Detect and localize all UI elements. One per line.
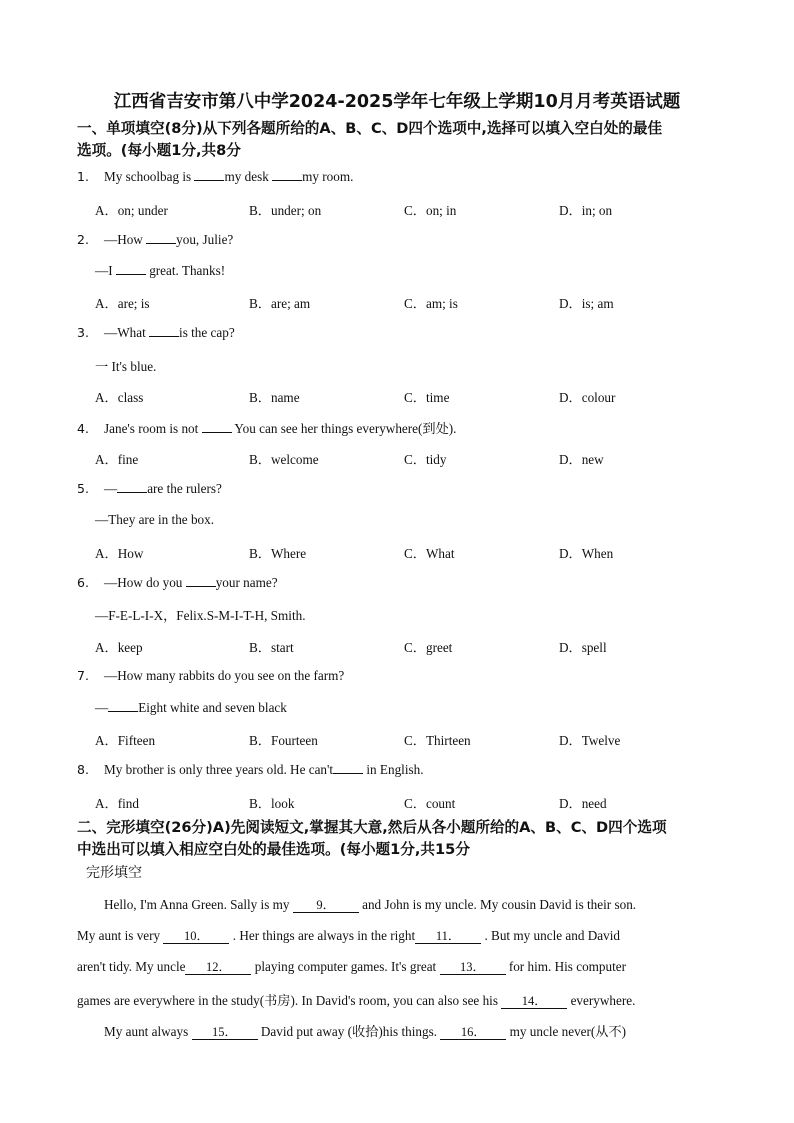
question-text: are the rulers? [147, 481, 222, 496]
answer-blank [116, 262, 146, 275]
question-4-option-B: B．welcome [249, 452, 319, 467]
answer-blank [117, 480, 147, 493]
question-text: 一 It's blue. [95, 359, 157, 374]
page-title: 江西省吉安市第八中学2024-2025学年七年级上学期10月月考英语试题 [113, 92, 681, 112]
passage-text: My aunt always [104, 1024, 192, 1039]
question-text: —What [104, 325, 150, 340]
question-1-option-A: A．on; under [95, 203, 168, 218]
question-3-option-A: A．class [95, 390, 144, 405]
passage-text: and John is my uncle. My cousin David is their son. [358, 897, 637, 912]
question-text: —How [104, 232, 147, 247]
section-2-sublabel: 完形填空 [86, 865, 142, 881]
question-2-line-2 [77, 262, 225, 279]
question-1-option-B: B．under; on [249, 203, 322, 218]
question-6-option-A: A．keep [95, 640, 143, 655]
section-1-line-1: 一、单项填空(8分)从下列各题所给的A、B、C、D四个选项中,选择可以填入空白处的最佳 [77, 120, 663, 137]
passage-text: David put away (收拾)his things. [257, 1024, 441, 1039]
question-text: —How many rabbits do you see on the farm? [104, 668, 345, 683]
question-3-line-2 [77, 356, 156, 375]
passage-text: for him. His computer [505, 959, 627, 974]
question-5-option-C: C．What [404, 546, 455, 561]
question-number: 1. [77, 169, 89, 184]
question-text: great. Thanks! [145, 263, 226, 278]
question-8-line-1 [77, 761, 424, 778]
question-text: — [104, 481, 118, 496]
answer-blank [186, 574, 216, 587]
question-text: my desk [224, 169, 273, 184]
question-number: 5. [77, 481, 89, 496]
answer-blank [146, 231, 176, 244]
passage-text: playing computer games. It's great [251, 959, 440, 974]
question-6-option-D: D．spell [559, 640, 607, 655]
question-2-option-A: A．are; is [95, 296, 150, 311]
cloze-blank: 15． [192, 1025, 258, 1040]
passage-line-4 [77, 990, 635, 1009]
answer-blank [272, 168, 302, 181]
question-text: Eight white and seven black [138, 700, 287, 715]
question-text: —F-E-L-I-X，Felix.S-M-I-T-H, Smith. [95, 608, 306, 623]
question-text: —I [95, 263, 116, 278]
question-1-option-C: C．on; in [404, 203, 457, 218]
passage-line-2 [77, 928, 620, 944]
question-4-option-A: A．fine [95, 452, 139, 467]
question-text: in English. [363, 762, 424, 777]
question-5-line-2 [77, 512, 214, 528]
answer-blank [333, 761, 363, 774]
cloze-blank: 9． [293, 898, 359, 913]
cloze-blank: 12． [185, 960, 251, 975]
question-2-option-D: D．is; am [559, 296, 614, 311]
question-5-option-B: B．Where [249, 546, 307, 561]
passage-text: My aunt is very [77, 928, 164, 943]
question-3-line-1 [77, 324, 235, 341]
question-7-option-A: A．Fifteen [95, 733, 156, 748]
question-text: —How do you [104, 575, 186, 590]
question-4-line-1 [77, 418, 456, 437]
question-number: 8. [77, 762, 89, 777]
question-8-option-A: A．find [95, 796, 139, 811]
question-1-line-1 [77, 168, 353, 185]
question-6-option-C: C．greet [404, 640, 453, 655]
question-1-option-D: D．in; on [559, 203, 613, 218]
answer-blank [149, 324, 179, 337]
passage-text: my uncle never(从不) [506, 1024, 627, 1039]
question-6-option-B: B．start [249, 640, 294, 655]
question-2-line-1 [77, 231, 233, 248]
passage-text: games are everywhere in the study(书房). In David's room, you can also see his [77, 993, 502, 1008]
question-6-line-1 [77, 574, 278, 591]
question-2-option-C: C．am; is [404, 296, 458, 311]
cloze-blank: 10． [163, 929, 229, 944]
question-8-option-D: D．need [559, 796, 607, 811]
passage-text: . But my uncle and David [481, 928, 620, 943]
question-text: — [95, 700, 109, 715]
passage-line-3 [77, 959, 626, 975]
passage-text: aren't tidy. My uncle [77, 959, 186, 974]
cloze-blank: 11． [415, 929, 481, 944]
passage-line-1 [104, 897, 636, 913]
section-1-line-2: 选项。(每小题1分,共8分 [77, 142, 241, 159]
question-number: 3. [77, 325, 89, 340]
question-7-option-D: D．Twelve [559, 733, 621, 748]
answer-blank [202, 420, 232, 433]
question-5-option-A: A．How [95, 546, 144, 561]
question-text: my room. [302, 169, 354, 184]
answer-blank [108, 699, 138, 712]
cloze-blank: 16． [440, 1025, 506, 1040]
question-text: My schoolbag is [104, 169, 195, 184]
question-5-line-1 [77, 480, 222, 497]
passage-text: . Her things are always in the right [229, 928, 416, 943]
question-4-option-D: D．new [559, 452, 604, 467]
question-7-line-2 [77, 699, 287, 716]
answer-blank [194, 168, 224, 181]
question-6-line-2 [77, 605, 306, 624]
section-2-line-2: 中选出可以填入相应空白处的最佳选项。(每小题1分,共15分 [77, 841, 470, 858]
question-text: —They are in the box. [95, 512, 215, 527]
question-8-option-B: B．look [249, 796, 295, 811]
section-1-instructions [77, 118, 727, 162]
question-number: 6. [77, 575, 89, 590]
question-2-option-B: B．are; am [249, 296, 311, 311]
question-number: 4. [77, 421, 89, 436]
question-8-option-C: C．count [404, 796, 456, 811]
question-number: 7. [77, 668, 89, 683]
question-number: 2. [77, 232, 89, 247]
section-2-line-1: 二、完形填空(26分)A)先阅读短文,掌握其大意,然后从各小题所给的A、B、C、D四个选项 [77, 819, 667, 836]
section-2-instructions [77, 817, 727, 861]
question-text: You can see her things everywhere(到处). [231, 421, 457, 436]
passage-line-5 [104, 1021, 626, 1040]
question-text: your name? [215, 575, 278, 590]
question-text: Jane's room is not [104, 421, 202, 436]
cloze-blank: 13． [440, 960, 506, 975]
question-7-line-1 [77, 668, 344, 684]
cloze-blank: 14． [501, 994, 567, 1009]
question-text: you, Julie? [176, 232, 234, 247]
question-5-option-D: D．When [559, 546, 614, 561]
question-3-option-C: C．time [404, 390, 450, 405]
passage-text: Hello, I'm Anna Green. Sally is my [104, 897, 293, 912]
question-4-option-C: C．tidy [404, 452, 447, 467]
question-text: My brother is only three years old. He can't [104, 762, 334, 777]
question-3-option-D: D．colour [559, 390, 616, 405]
question-3-option-B: B．name [249, 390, 300, 405]
question-7-option-B: B．Fourteen [249, 733, 318, 748]
question-7-option-C: C．Thirteen [404, 733, 471, 748]
passage-text: everywhere. [567, 993, 636, 1008]
question-text: is the cap? [179, 325, 235, 340]
